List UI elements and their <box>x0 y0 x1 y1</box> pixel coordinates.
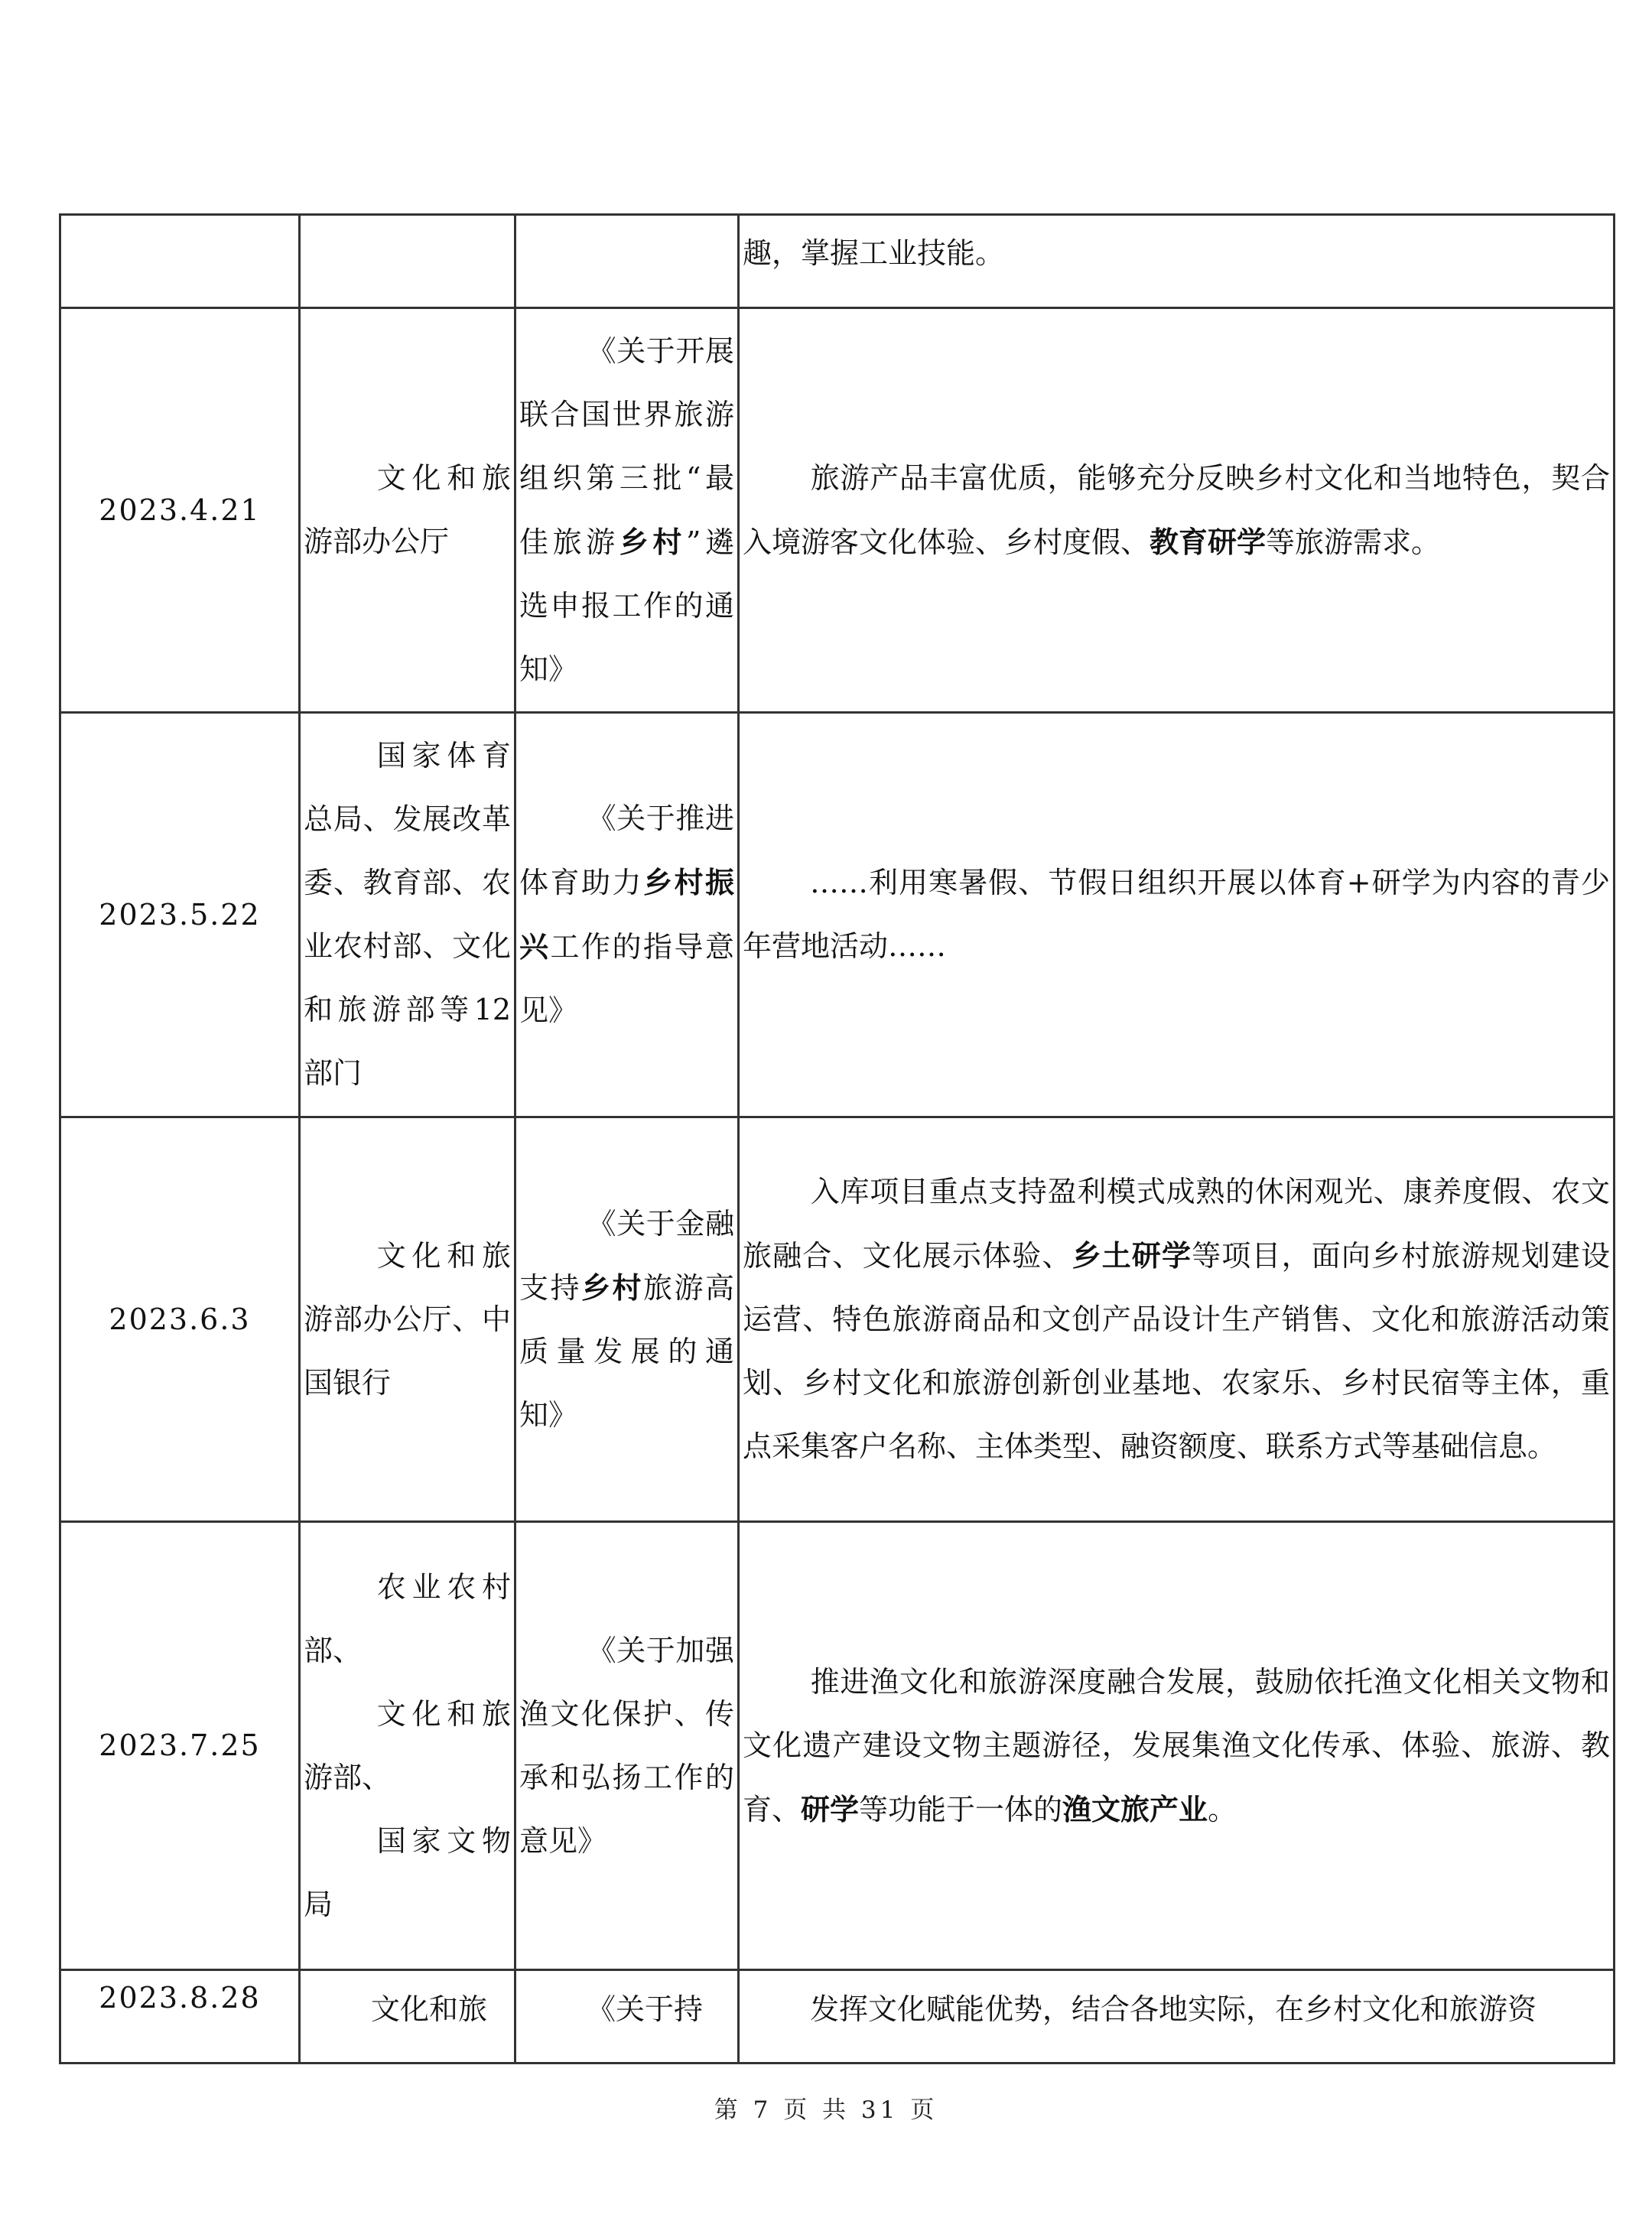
content-bold: 教育研学 <box>1150 524 1267 559</box>
content-text: 。 <box>1208 1792 1237 1826</box>
table-row <box>60 713 1615 1117</box>
title-text: 《关于加强渔文化保护、传承和弘扬工作的意见》 <box>519 1633 734 1858</box>
dept-cell <box>300 215 515 308</box>
content-text: 入库项目重点支持盈利模式成熟的休闲观光、康养度假、农文旅融合、文化展示体验、 <box>743 1175 1610 1273</box>
dept-text: 文化和旅游部办公厅、中国银行 <box>304 1238 511 1400</box>
content-bold: 渔文旅产业 <box>1062 1791 1208 1826</box>
dept-cell <box>300 1970 515 2064</box>
date-cell: 2023.6.3 <box>60 1117 300 1522</box>
dept-cell <box>300 1117 515 1522</box>
content-text <box>743 222 1610 285</box>
date-cell: 2023.5.22 <box>60 713 300 1117</box>
content-bold: 乡土研学 <box>1072 1238 1192 1273</box>
content-cell <box>739 1117 1615 1522</box>
content-text: 等旅游需求。 <box>1266 525 1441 559</box>
table-row <box>60 215 1615 308</box>
title-text: ”遴选申报工作的通知》 <box>519 525 734 686</box>
dept-cell <box>300 308 515 713</box>
dept-cell <box>300 1522 515 1970</box>
content-cell <box>739 1522 1615 1970</box>
date-cell <box>60 215 300 308</box>
dept-paragraph <box>304 1810 511 1937</box>
dept-paragraph <box>304 1556 511 1683</box>
title-bold: 乡村 <box>619 524 686 559</box>
content-bold: 研学 <box>801 1791 860 1826</box>
table-row <box>60 1522 1615 1970</box>
title-cell <box>515 713 739 1117</box>
title-text: 《关于金融支持 <box>519 1206 734 1305</box>
dept-text: 文化和旅 <box>371 1992 488 2026</box>
title-cell <box>515 1970 739 2064</box>
dept-text: 农业农村部、 <box>304 1569 511 1667</box>
dept-paragraph <box>304 1683 511 1810</box>
dept-cell <box>300 713 515 1117</box>
title-text: 旅游高质量发展的通知》 <box>519 1270 734 1432</box>
content-cell <box>739 308 1615 713</box>
content-cell <box>739 713 1615 1117</box>
dept-text: 文化和旅游部、 <box>304 1696 511 1794</box>
title-bold: 乡村 <box>581 1270 643 1305</box>
text-run: 趣，掌握工业技能。 <box>743 236 1005 270</box>
dept-text: 文化和旅游部办公厅 <box>304 461 511 558</box>
page-number: 第 7 页 共 31 页 <box>714 2096 938 2124</box>
title-text: 《关于开展联合国世界旅游组织第三批“最佳旅游 <box>519 333 734 559</box>
content-text: 旅游产品丰富优质，能够充分反映乡村文化和当地特色，契合入境游客文化体验、乡村度假、 <box>743 460 1610 559</box>
date-cell: 2023.8.28 <box>60 1970 300 2064</box>
title-cell <box>515 1522 739 1970</box>
date-cell: 2023.7.25 <box>60 1522 300 1970</box>
content-cell <box>739 1970 1615 2064</box>
title-cell <box>515 308 739 713</box>
title-bold: 乡村振兴 <box>519 865 734 964</box>
title-cell <box>515 215 739 308</box>
title-text: 《关于推进体育助力 <box>519 802 734 899</box>
title-text: 《关于持 <box>587 1992 704 2026</box>
content-text: 等功能于一体的 <box>859 1792 1063 1826</box>
content-cell <box>739 215 1615 308</box>
date-cell: 2023.4.21 <box>60 308 300 713</box>
title-cell <box>515 1117 739 1522</box>
content-text: 发挥文化赋能优势，结合各地实际，在乡村文化和旅游资 <box>810 1992 1537 2026</box>
table-row <box>60 308 1615 713</box>
content-text: 推进渔文化和旅游深度融合发展，鼓励依托渔文化相关文物和文化遗产建设文物主题游径，发展集渔文化传承、体验、旅游、教育、 <box>743 1664 1610 1826</box>
table-row <box>60 1970 1615 2064</box>
dept-text: 国家体育总局、发展改革委、教育部、农业农村部、文化和旅游部等12部门 <box>304 739 511 1090</box>
content-text: 等项目，面向乡村旅游规划建设运营、特色旅游商品和文创产品设计生产销售、文化和旅游活动策划、乡村文化和旅游创新创业基地、农家乐、乡村民宿等主体，重点采集客户名称、主体类型、融资额度、联系方式等基础信息。 <box>743 1239 1610 1463</box>
content-text: ……利用寒暑假、节假日组织开展以体育+研学为内容的青少年营地活动…… <box>743 866 1610 963</box>
title-text: 工作的指导意见》 <box>519 930 734 1027</box>
policy-table <box>59 213 1615 2064</box>
dept-text: 国家文物局 <box>304 1823 511 1921</box>
table-row <box>60 1117 1615 1522</box>
